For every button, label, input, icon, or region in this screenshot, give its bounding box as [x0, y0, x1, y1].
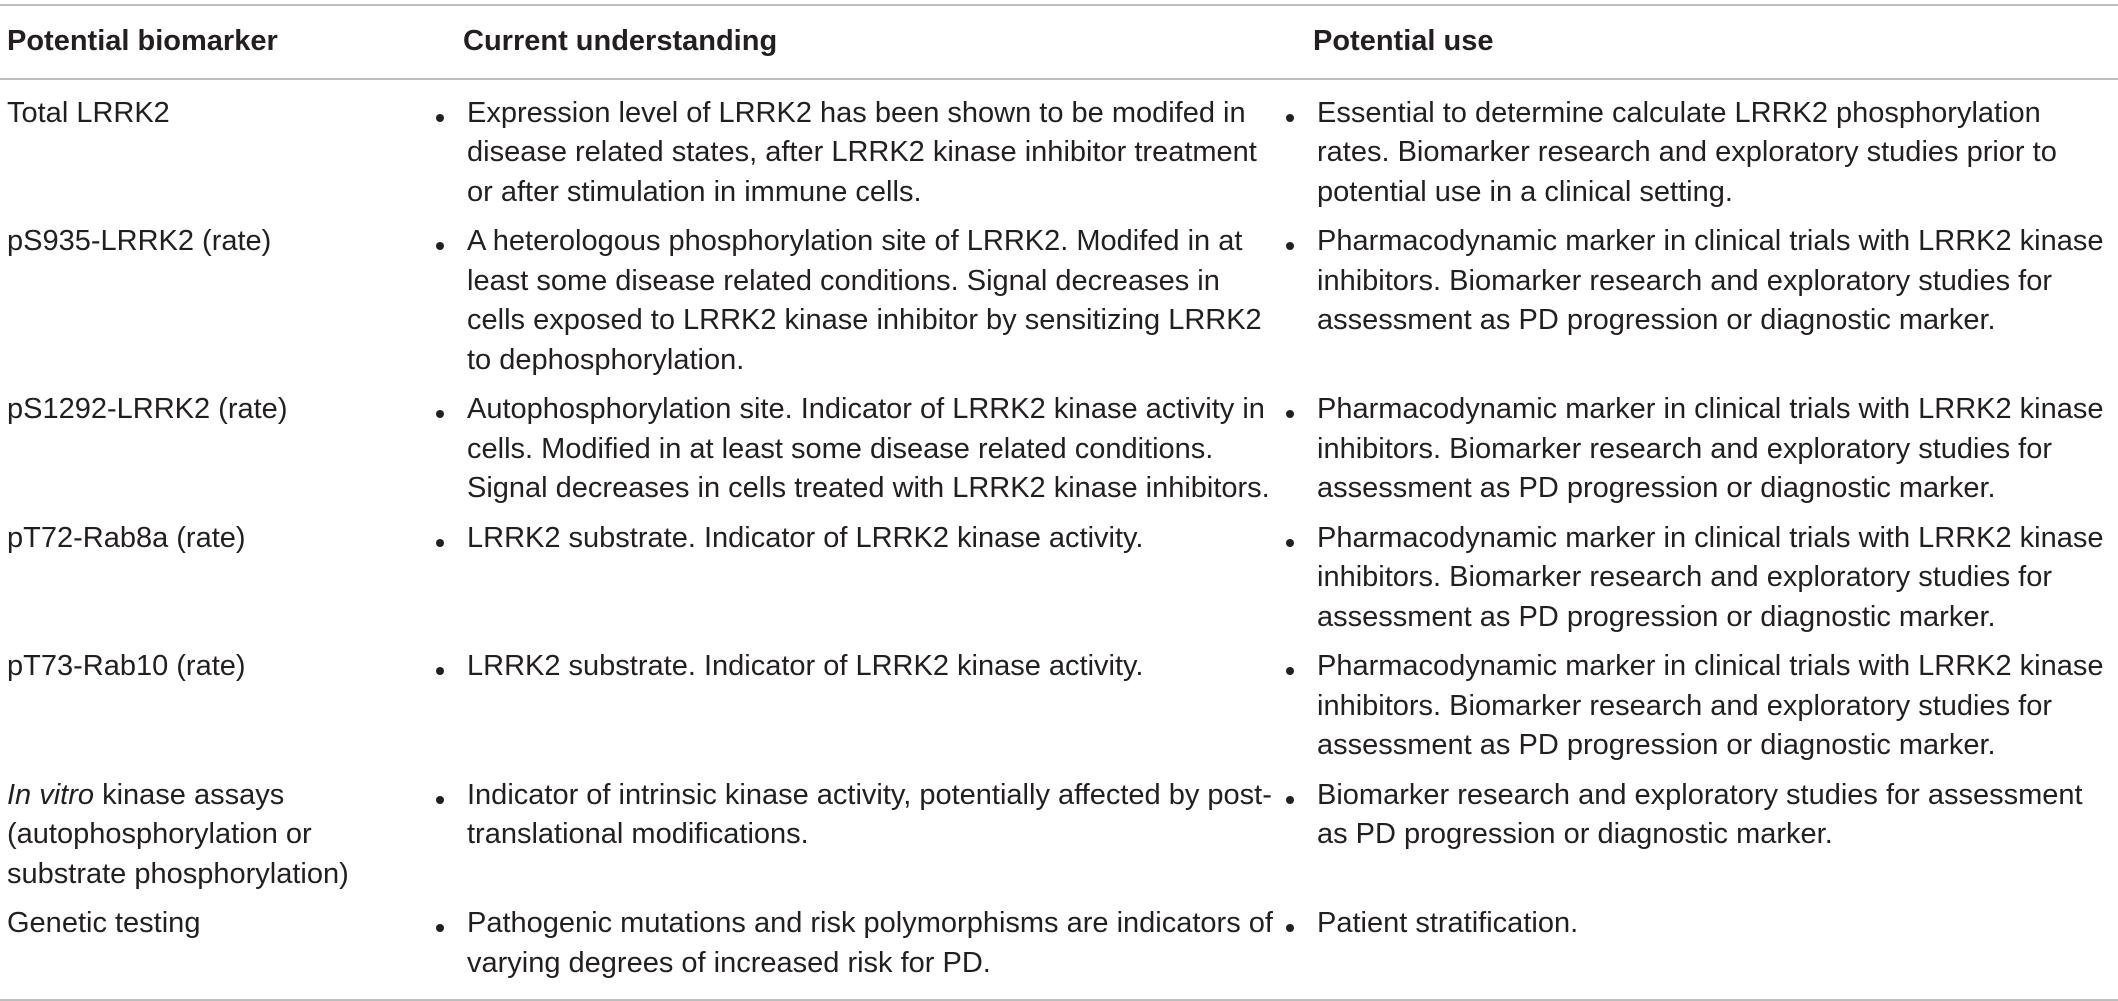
bullet-icon: [1286, 390, 1317, 430]
use-cell: [1283, 519, 2118, 648]
table-row: [0, 390, 2118, 519]
bullet-icon: [1286, 94, 1317, 134]
use-text: Pharmacodynamic marker in clinical trials with LRRK2 kinase inhibitors. Biomarker research and exploratory studies for assessment as PD progression or diagnostic marker.: [1317, 393, 2104, 504]
use-text: Essential to determine calculate LRRK2 phosphorylation rates. Biomarker research and exploratory studies prior to potential use in a clinical setting.: [1317, 96, 2057, 208]
biomarker-table-container: [0, 4, 2118, 1001]
use-cell: [1283, 647, 2118, 776]
use-text: Patient stratification.: [1317, 907, 1579, 939]
biomarker-cell: [0, 222, 425, 390]
use-cell: [1283, 904, 2118, 1000]
biomarker-cell: [0, 904, 425, 1000]
biomarker-cell: [0, 776, 425, 905]
biomarker-table: [0, 4, 2118, 1001]
table-row: [0, 222, 2118, 390]
bullet-icon: [1286, 904, 1317, 944]
biomarker-cell: [0, 647, 425, 776]
use-text: Pharmacodynamic marker in clinical trials with LRRK2 kinase inhibitors. Biomarker research and exploratory studies for assessment as PD progression or diagnostic marker.: [1317, 225, 2104, 336]
use-cell: [1283, 79, 2118, 223]
biomarker-text: pS1292-LRRK2 (rate): [7, 393, 288, 425]
understanding-text: A heterologous phosphorylation site of LRRK2. Modifed in at least some disease related conditions. Signal decreases in cells exposed to LRRK2 kinase inhibitor by sensitizing LRRK2 to dephosphorylation.: [467, 225, 1262, 376]
bullet-icon: [436, 390, 467, 430]
understanding-cell: [425, 647, 1283, 776]
understanding-text: Expression level of LRRK2 has been shown to be modifed in disease related states, after LRRK2 kinase inhibitor treatment or after stimulation in immune cells.: [467, 96, 1257, 208]
understanding-cell: [425, 390, 1283, 519]
use-cell: [1283, 776, 2118, 905]
biomarker-text: pT73-Rab10 (rate): [7, 650, 246, 682]
table-row: [0, 647, 2118, 776]
understanding-cell: [425, 519, 1283, 648]
understanding-text: Autophosphorylation site. Indicator of LRRK2 kinase activity in cells. Modified in at least some disease related conditions. Signal decreases in cells treated with LRRK2 kinase inhibitors.: [467, 393, 1270, 504]
header-row: [0, 5, 2118, 79]
use-text: Pharmacodynamic marker in clinical trials with LRRK2 kinase inhibitors. Biomarker research and exploratory studies for assessment as PD progression or diagnostic marker.: [1317, 650, 2104, 761]
understanding-text: LRRK2 substrate. Indicator of LRRK2 kinase activity.: [467, 650, 1144, 682]
bullet-icon: [436, 776, 467, 816]
bullet-icon: [1286, 776, 1317, 816]
biomarker-cell: [0, 79, 425, 223]
biomarker-cell: [0, 390, 425, 519]
use-text: Pharmacodynamic marker in clinical trials with LRRK2 kinase inhibitors. Biomarker research and exploratory studies for assessment as PD progression or diagnostic marker.: [1317, 521, 2104, 633]
table-header: [0, 5, 2118, 79]
understanding-text: Indicator of intrinsic kinase activity, potentially affected by post-translational modifications.: [467, 778, 1272, 850]
understanding-cell: [425, 79, 1283, 223]
understanding-text: LRRK2 substrate. Indicator of LRRK2 kinase activity.: [467, 521, 1144, 554]
biomarker-cell: [0, 519, 425, 648]
biomarker-text: kinase assays (autophosphorylation or substrate phosphorylation): [7, 778, 349, 890]
bullet-icon: [1286, 647, 1317, 687]
table-row: [0, 776, 2118, 905]
bullet-icon: [436, 904, 467, 944]
bullet-icon: [1286, 519, 1317, 559]
understanding-cell: [425, 776, 1283, 905]
bullet-icon: [436, 222, 467, 262]
understanding-text: Pathogenic mutations and risk polymorphisms are indicators of varying degrees of increased risk for PD.: [467, 907, 1273, 979]
header-current-understanding: Current understanding: [425, 5, 1283, 79]
table-row: [0, 519, 2118, 648]
biomarker-text: Genetic testing: [7, 907, 201, 939]
biomarker-text: Total LRRK2: [7, 96, 170, 129]
biomarker-text: pT72-Rab8a (rate): [7, 521, 246, 554]
biomarker-italic-text: In vitro: [7, 778, 95, 811]
understanding-cell: [425, 222, 1283, 390]
table-body: [0, 79, 2118, 1001]
understanding-cell: [425, 904, 1283, 1000]
header-potential-biomarker: Potential biomarker: [0, 5, 425, 79]
header-potential-use: Potential use: [1283, 5, 2118, 79]
bullet-icon: [1286, 222, 1317, 262]
use-cell: [1283, 390, 2118, 519]
bullet-icon: [436, 94, 467, 134]
table-row: [0, 79, 2118, 223]
table-row: [0, 904, 2118, 1000]
bullet-icon: [436, 519, 467, 559]
use-cell: [1283, 222, 2118, 390]
biomarker-text: pS935-LRRK2 (rate): [7, 225, 272, 257]
use-text: Biomarker research and exploratory studies for assessment as PD progression or diagnostic marker.: [1317, 778, 2083, 850]
bullet-icon: [436, 647, 467, 687]
